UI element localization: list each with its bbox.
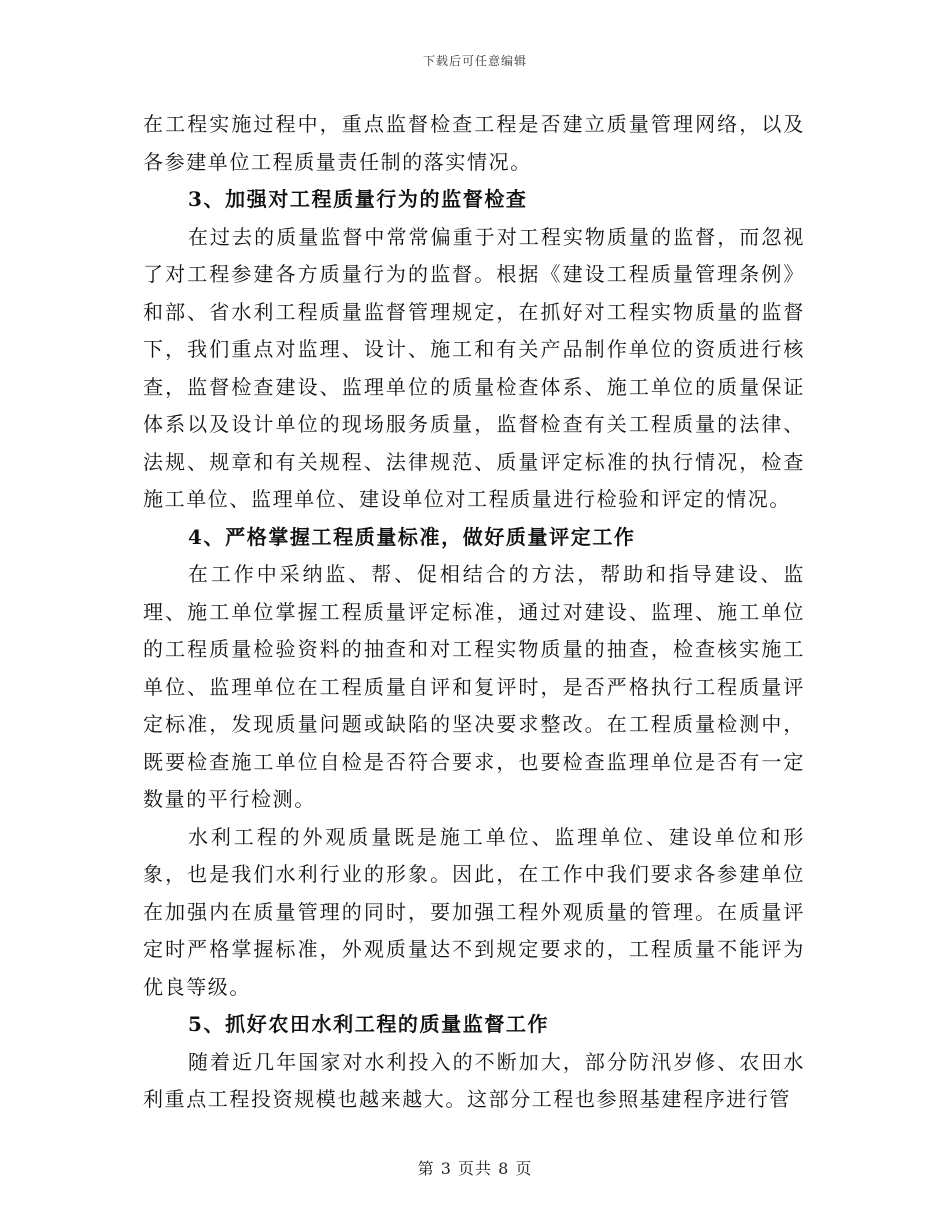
page-number: 第 3 页共 8 页 <box>417 1159 533 1178</box>
paragraph-quality-standards: 在工作中采纳监、帮、促相结合的方法，帮助和指导建设、监理、施工单位掌握工程质量评定标准，通过对建设、监理、施工单位的工程质量检验资料的抽查和对工程实物质量的抽查，检查核实施工单位、监理单位在工程质量自评和复评时，是否严格执行工程质量评定标准，发现质量问题或缺陷的坚决要求整改。在工程质量检测中，既要检查施工单位自检是否符合要求，也要检查监理单位是否有一定数量的平行检测。 <box>143 562 805 811</box>
section-heading-5: 5、抓好农田水利工程的质量监督工作 <box>188 1012 550 1036</box>
section-heading-3: 3、加强对工程质量行为的监督检查 <box>188 187 528 211</box>
paragraph-appearance-quality: 水利工程的外观质量既是施工单位、监理单位、建设单位和形象，也是我们水利行业的形象。因此，在工作中我们要求各参建单位在加强内在质量管理的同时，要加强工程外观质量的管理。在质量评定时严格掌握标准，外观质量达不到规定要求的，工程质量不能评为优良等级。 <box>143 824 805 999</box>
paragraph-quality-behavior: 在过去的质量监督中常常偏重于对工程实物质量的监督，而忽视了对工程参建各方质量行为的监督。根据《建设工程质量管理条例》和部、省水利工程质量监督管理规定，在抓好对工程实物质量的监督下，我们重点对监理、设计、施工和有关产品制作单位的资质进行核查，监督检查建设、监理单位的质量检查体系、施工单位的质量保证体系以及设计单位的现场服务质量，监督检查有关工程质量的法律、法规、规章和有关规程、法律规范、质量评定标准的执行情况，检查施工单位、监理单位、建设单位对工程质量进行检验和评定的情况。 <box>143 224 805 511</box>
page-header: 下载后可任意编辑 <box>422 54 527 68</box>
paragraph-continuation: 在工程实施过程中，重点监督检查工程是否建立质量管理网络，以及各参建单位工程质量责任制的落实情况。 <box>143 112 805 174</box>
document-body <box>143 106 805 1119</box>
section-heading-4: 4、严格掌握工程质量标准，做好质量评定工作 <box>188 524 636 549</box>
paragraph-farmland-water: 随着近几年国家对水利投入的不断加大，部分防汛岁修、农田水利重点工程投资规模也越来越大。这部分工程也参照基建程序进行管 <box>143 1049 805 1111</box>
